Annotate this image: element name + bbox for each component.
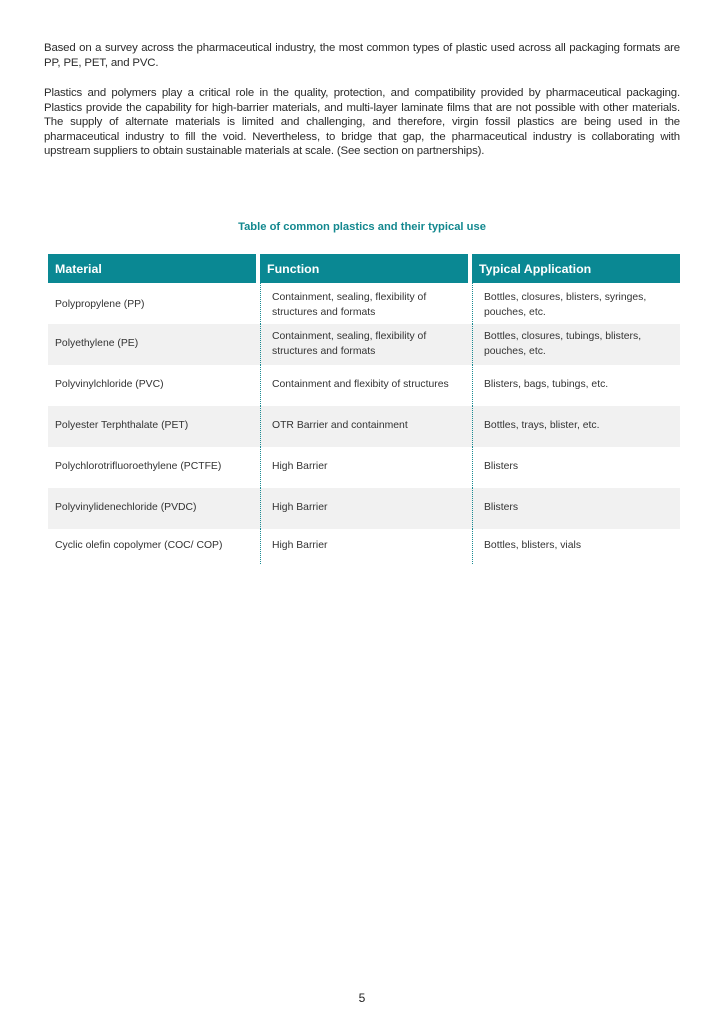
material-cell: Cyclic olefin copolymer (COC/ COP) (55, 540, 223, 552)
function-cell: Containment and flexibity of structures (260, 365, 472, 406)
function-cell: High Barrier (260, 529, 472, 564)
table-row (48, 283, 680, 324)
table-title: Table of common plastics and their typical use (238, 221, 486, 233)
application-cell: Bottles, trays, blister, etc. (472, 406, 680, 447)
table-row (48, 365, 680, 406)
function-cell: Containment, sealing, flexibility of structures and formats (260, 283, 472, 324)
application-cell: Bottles, blisters, vials (472, 529, 680, 564)
plastics-table (48, 254, 680, 564)
header-material: Material (48, 254, 260, 283)
material-cell: Polyvinylchloride (PVC) (55, 379, 164, 391)
application-cell: Bottles, closures, tubings, blisters, pouches, etc. (472, 324, 680, 365)
intro-paragraph-1: Based on a survey across the pharmaceutical industry, the most common types of plastic used across all packaging formats are PP, PE, PET, and PVC. (44, 42, 680, 69)
material-cell: Polyester Terphthalate (PET) (48, 406, 260, 447)
page-number: 5 (358, 991, 366, 1005)
material-cell: Polyethylene (PE) (48, 324, 260, 365)
table-header-row (48, 254, 680, 283)
application-cell: Bottles, closures, blisters, syringes, pouches, etc. (472, 283, 680, 324)
table-row (48, 324, 680, 365)
material-cell: Polyvinylidenechloride (PVDC) (48, 488, 260, 529)
table-row (48, 447, 680, 488)
application-cell: Blisters (472, 447, 680, 488)
table-row (48, 529, 680, 564)
table-row (48, 488, 680, 529)
application-cell: Blisters (472, 488, 680, 529)
table-row (48, 406, 680, 447)
header-typical-application: Typical Application (472, 254, 680, 283)
application-cell: Blisters, bags, tubings, etc. (472, 365, 680, 406)
material-cell: Polypropylene (PP) (55, 299, 145, 311)
function-cell: High Barrier (260, 447, 472, 488)
intro-paragraph-2: Plastics and polymers play a critical role in the quality, protection, and compatibility provided by pharmaceutical packaging. Plastics provide the capability for high-barrier materials, and multi-layer laminate films that are not possible with other materials. The supply of alternate materials is limited and challenging, and therefore, virgin fossil plastics are being used in the pharmaceutical industry to fill the void. Nevertheless, to bridge that gap, the pharmaceutical industry is collaborating with upstream suppliers to obtain sustainable materials at scale. (See section on partnerships). (44, 87, 680, 158)
material-cell: Polychlorotrifluoroethylene (PCTFE) (55, 461, 222, 473)
header-function: Function (260, 254, 472, 283)
function-cell: OTR Barrier and containment (260, 406, 472, 447)
function-cell: Containment, sealing, flexibility of structures and formats (260, 324, 472, 365)
function-cell: High Barrier (260, 488, 472, 529)
